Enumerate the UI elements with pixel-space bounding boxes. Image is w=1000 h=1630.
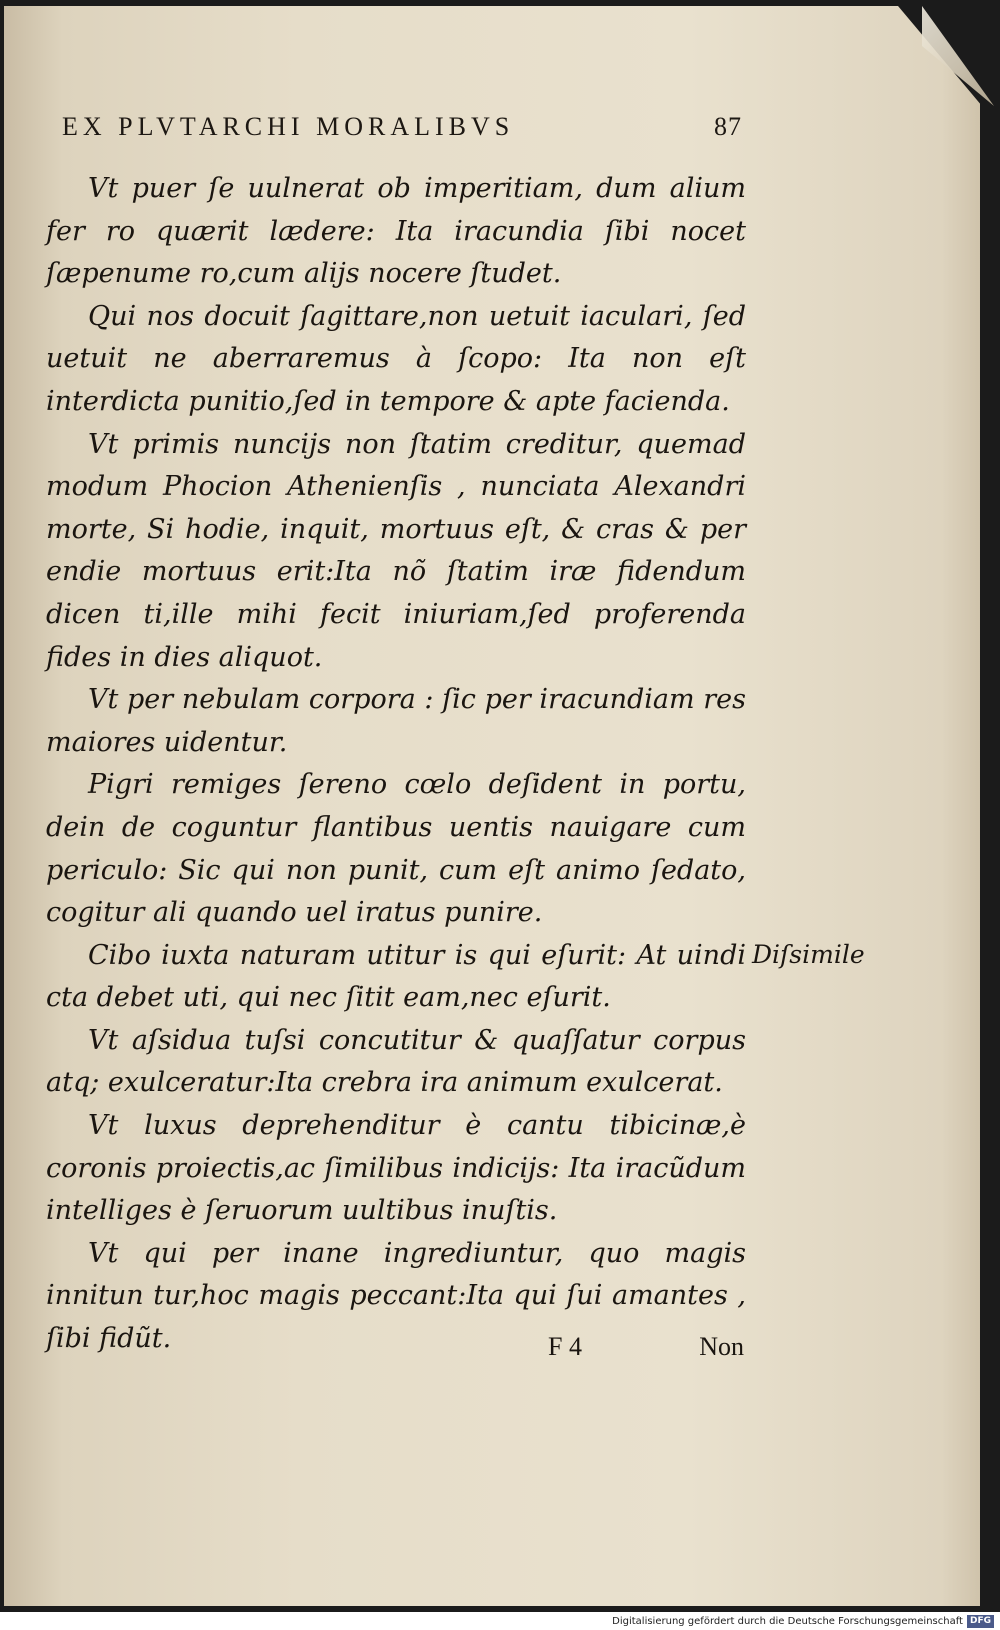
running-head [62, 112, 742, 142]
main-text [46, 168, 746, 1361]
paragraph: Vt per nebulam corpora : ſic per iracundiam res maiores uidentur. [46, 684, 746, 758]
signature-mark: F 4 [548, 1332, 582, 1361]
paragraph: Vt puer ſe uulnerat ob imperitiam, dum alium fer ro quærit lædere: Ita iracundia ſibi nocet ſæpenume ro,cum alijs nocere ſtudet. [46, 173, 746, 290]
paragraph: Pigri remiges ſereno cœlo deſident in portu, dein de coguntur flantibus uentis nauigare cum periculo: Sic qui non punit, cum eſt animo ſedato, cogitur ali quando uel iratus punire. [46, 769, 746, 929]
marginal-note: Diſsimile [752, 940, 865, 969]
running-title: EX PLVTARCHI MORALIBVS [62, 112, 515, 141]
funding-credit: Digitalisierung gefördert durch die Deutsche Forschungsgemeinschaft [612, 1615, 963, 1627]
paragraph: Vt primis nuncijs non ſtatim creditur, quemad modum Phocion Athenienſis , nunciata Alexandri morte, Si hodie, inquit, mortuus eſt, & cras & per endie mortuus erit:Ita nõ ſtatim iræ fidendum dicen ti,ille mihi fecit iniuriam,ſed proferenda fides in dies aliquot. [46, 428, 746, 673]
paragraph: Vt luxus deprehenditur è cantu tibicinæ,è coronis proiectis,ac ſimilibus indicijs: Ita iracũdum intelliges è ſeruorum uultibus inuſtis. [46, 1110, 746, 1227]
folio-number: 87 [714, 112, 742, 141]
paragraph: Qui nos docuit ſagittare,non uetuit iaculari, ſed uetuit ne aberraremus à ſcopo: Ita non eſt interdicta punitio,ſed in tempore & apte facienda. [46, 300, 746, 417]
catchline [548, 1332, 744, 1362]
paragraph: Cibo iuxta naturam utitur is qui eſurit: At uindi cta debet uti, qui nec ſitit eam,nec eſurit. [46, 939, 746, 1014]
catchword: Non [699, 1332, 744, 1361]
footer-strip [0, 1612, 1000, 1630]
paragraph: Vt qui per inane ingrediuntur, quo magis innitun tur,hoc magis peccant:Ita qui ſui amantes , ſibi fidũt. [46, 1237, 746, 1355]
paragraph: Vt aſsidua tuſsi concutitur & quaſſatur corpus atq; exulceratur:Ita crebra ira animum exulcerat. [46, 1024, 746, 1099]
dfg-logo: DFG [967, 1615, 994, 1628]
